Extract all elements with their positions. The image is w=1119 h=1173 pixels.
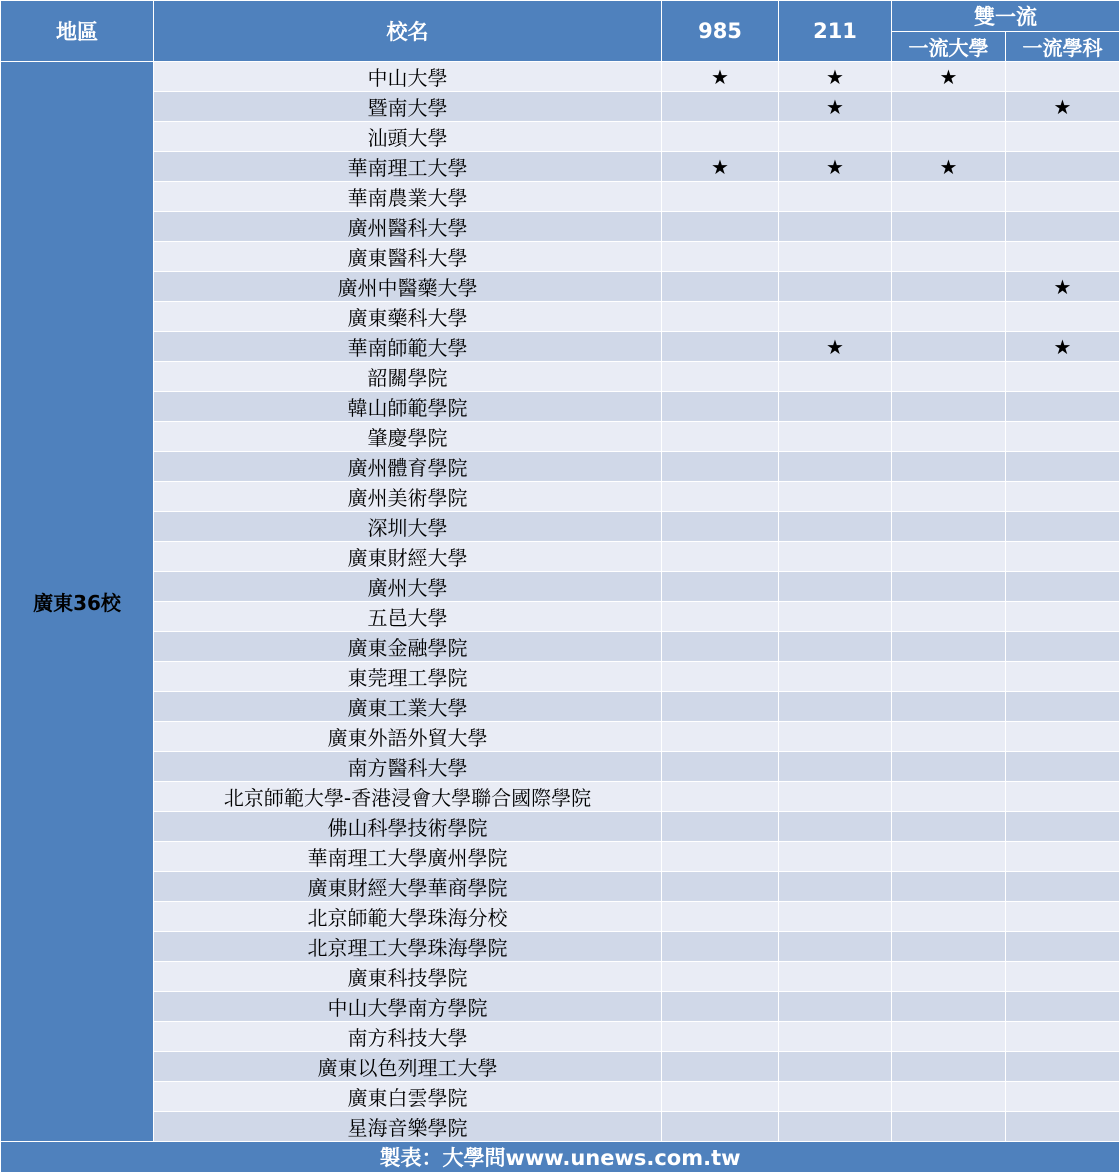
cell-211: ★ <box>779 62 892 92</box>
cell-first-class-subject <box>1006 722 1119 752</box>
cell-first-class-subject <box>1006 692 1119 722</box>
cell-first-class-university <box>892 362 1006 392</box>
school-name-cell: 華南師範大學 <box>154 332 662 362</box>
cell-first-class-subject: ★ <box>1006 92 1119 122</box>
cell-first-class-subject <box>1006 1022 1119 1052</box>
school-name-cell: 廣州中醫藥大學 <box>154 272 662 302</box>
table-row <box>1 362 1119 392</box>
table-row <box>1 542 1119 572</box>
school-name-cell: 廣東藥科大學 <box>154 302 662 332</box>
school-name-cell: 暨南大學 <box>154 92 662 122</box>
cell-211 <box>779 1022 892 1052</box>
cell-first-class-subject <box>1006 242 1119 272</box>
cell-985 <box>662 272 779 302</box>
header-school-name: 校名 <box>154 1 662 62</box>
school-name-cell: 肇慶學院 <box>154 422 662 452</box>
cell-first-class-university <box>892 1022 1006 1052</box>
school-name-cell: 廣東以色列理工大學 <box>154 1052 662 1082</box>
cell-211 <box>779 482 892 512</box>
cell-985: ★ <box>662 152 779 182</box>
table-row <box>1 122 1119 152</box>
cell-first-class-university: ★ <box>892 62 1006 92</box>
school-name-cell: 廣東金融學院 <box>154 632 662 662</box>
school-name-cell: 韶關學院 <box>154 362 662 392</box>
cell-985 <box>662 122 779 152</box>
cell-211 <box>779 212 892 242</box>
school-name-cell: 北京理工大學珠海學院 <box>154 932 662 962</box>
header-first-class-university: 一流大學 <box>892 32 1006 62</box>
school-name-cell: 廣州體育學院 <box>154 452 662 482</box>
cell-211 <box>779 182 892 212</box>
table-row <box>1 1082 1119 1112</box>
header-double-first-class: 雙一流 <box>892 1 1119 32</box>
cell-211 <box>779 692 892 722</box>
cell-211 <box>779 842 892 872</box>
cell-first-class-subject <box>1006 542 1119 572</box>
cell-985 <box>662 212 779 242</box>
cell-first-class-university <box>892 1082 1006 1112</box>
cell-211 <box>779 992 892 1022</box>
cell-first-class-university <box>892 332 1006 362</box>
cell-211 <box>779 572 892 602</box>
cell-211 <box>779 722 892 752</box>
school-name-cell: 廣州美術學院 <box>154 482 662 512</box>
cell-985 <box>662 662 779 692</box>
cell-first-class-subject <box>1006 182 1119 212</box>
cell-first-class-university <box>892 632 1006 662</box>
cell-first-class-university <box>892 752 1006 782</box>
cell-985 <box>662 872 779 902</box>
table-row <box>1 302 1119 332</box>
cell-first-class-university <box>892 572 1006 602</box>
cell-985 <box>662 542 779 572</box>
cell-985 <box>662 302 779 332</box>
region-cell: 廣東36校 <box>1 62 154 1142</box>
cell-first-class-subject <box>1006 782 1119 812</box>
cell-first-class-subject <box>1006 482 1119 512</box>
cell-first-class-university <box>892 1112 1006 1142</box>
table-row <box>1 572 1119 602</box>
cell-985 <box>662 902 779 932</box>
cell-985 <box>662 422 779 452</box>
cell-211 <box>779 392 892 422</box>
cell-first-class-university <box>892 872 1006 902</box>
cell-211 <box>779 812 892 842</box>
cell-985 <box>662 1112 779 1142</box>
cell-first-class-subject <box>1006 962 1119 992</box>
cell-211: ★ <box>779 152 892 182</box>
cell-first-class-subject <box>1006 422 1119 452</box>
cell-first-class-subject: ★ <box>1006 332 1119 362</box>
table-row <box>1 842 1119 872</box>
cell-first-class-university <box>892 812 1006 842</box>
cell-211 <box>779 902 892 932</box>
cell-first-class-university <box>892 902 1006 932</box>
table-row <box>1 1112 1119 1142</box>
cell-211 <box>779 962 892 992</box>
cell-first-class-subject <box>1006 752 1119 782</box>
school-name-cell: 廣東財經大學 <box>154 542 662 572</box>
cell-first-class-university <box>892 1052 1006 1082</box>
table-row <box>1 752 1119 782</box>
cell-first-class-subject <box>1006 362 1119 392</box>
cell-first-class-university <box>892 842 1006 872</box>
table-row <box>1 602 1119 632</box>
cell-985 <box>662 482 779 512</box>
table-row <box>1 722 1119 752</box>
cell-985 <box>662 602 779 632</box>
table-row <box>1 902 1119 932</box>
cell-985 <box>662 452 779 482</box>
table-row <box>1 452 1119 482</box>
cell-first-class-university <box>892 302 1006 332</box>
cell-211 <box>779 782 892 812</box>
cell-first-class-university <box>892 782 1006 812</box>
cell-first-class-subject <box>1006 872 1119 902</box>
cell-211 <box>779 752 892 782</box>
school-name-cell: 深圳大學 <box>154 512 662 542</box>
cell-first-class-subject <box>1006 902 1119 932</box>
cell-first-class-subject <box>1006 932 1119 962</box>
cell-211 <box>779 302 892 332</box>
cell-985 <box>662 752 779 782</box>
cell-first-class-subject <box>1006 1082 1119 1112</box>
cell-211: ★ <box>779 92 892 122</box>
cell-211: ★ <box>779 332 892 362</box>
cell-first-class-university <box>892 662 1006 692</box>
cell-985 <box>662 632 779 662</box>
cell-first-class-university <box>892 962 1006 992</box>
school-name-cell: 佛山科學技術學院 <box>154 812 662 842</box>
cell-first-class-subject <box>1006 1112 1119 1142</box>
table-row <box>1 182 1119 212</box>
header-211: 211 <box>779 1 892 62</box>
school-name-cell: 北京師範大學-香港浸會大學聯合國際學院 <box>154 782 662 812</box>
table-row <box>1 242 1119 272</box>
cell-first-class-university <box>892 212 1006 242</box>
cell-first-class-university <box>892 392 1006 422</box>
table-row <box>1 932 1119 962</box>
cell-first-class-subject: ★ <box>1006 272 1119 302</box>
cell-985 <box>662 92 779 122</box>
school-name-cell: 廣東財經大學華商學院 <box>154 872 662 902</box>
cell-first-class-university <box>892 452 1006 482</box>
cell-985 <box>662 782 779 812</box>
cell-first-class-subject <box>1006 812 1119 842</box>
cell-first-class-university <box>892 542 1006 572</box>
cell-211 <box>779 362 892 392</box>
school-name-cell: 廣州醫科大學 <box>154 212 662 242</box>
cell-first-class-subject <box>1006 122 1119 152</box>
cell-211 <box>779 242 892 272</box>
table-row <box>1 692 1119 722</box>
cell-985 <box>662 182 779 212</box>
cell-first-class-subject <box>1006 512 1119 542</box>
school-name-cell: 韓山師範學院 <box>154 392 662 422</box>
school-name-cell: 東莞理工學院 <box>154 662 662 692</box>
cell-211 <box>779 602 892 632</box>
cell-first-class-subject <box>1006 452 1119 482</box>
cell-first-class-subject <box>1006 152 1119 182</box>
cell-first-class-subject <box>1006 62 1119 92</box>
school-name-cell: 華南理工大學廣州學院 <box>154 842 662 872</box>
cell-985 <box>662 362 779 392</box>
cell-first-class-subject <box>1006 392 1119 422</box>
school-name-cell: 廣東科技學院 <box>154 962 662 992</box>
cell-first-class-university <box>892 182 1006 212</box>
cell-first-class-subject <box>1006 572 1119 602</box>
cell-211 <box>779 512 892 542</box>
header-first-class-subject: 一流學科 <box>1006 32 1119 62</box>
table-body <box>1 62 1119 1142</box>
cell-first-class-university <box>892 722 1006 752</box>
table-row <box>1 782 1119 812</box>
school-name-cell: 廣東外語外貿大學 <box>154 722 662 752</box>
cell-first-class-subject <box>1006 212 1119 242</box>
school-name-cell: 廣東醫科大學 <box>154 242 662 272</box>
cell-985 <box>662 692 779 722</box>
cell-211 <box>779 1082 892 1112</box>
school-name-cell: 廣州大學 <box>154 572 662 602</box>
school-name-cell: 廣東白雲學院 <box>154 1082 662 1112</box>
cell-first-class-university <box>892 122 1006 152</box>
cell-first-class-university: ★ <box>892 152 1006 182</box>
school-name-cell: 廣東工業大學 <box>154 692 662 722</box>
cell-985 <box>662 962 779 992</box>
cell-985 <box>662 1052 779 1082</box>
table-row <box>1 152 1119 182</box>
cell-211 <box>779 1112 892 1142</box>
cell-211 <box>779 122 892 152</box>
cell-first-class-university <box>892 272 1006 302</box>
cell-211 <box>779 872 892 902</box>
table-row <box>1 422 1119 452</box>
cell-985 <box>662 812 779 842</box>
table-footer-credit: 製表：大學問www.unews.com.tw <box>1 1142 1119 1173</box>
cell-985 <box>662 722 779 752</box>
cell-985 <box>662 1082 779 1112</box>
cell-first-class-university <box>892 422 1006 452</box>
table-row <box>1 392 1119 422</box>
table-row <box>1 632 1119 662</box>
cell-first-class-subject <box>1006 992 1119 1022</box>
cell-211 <box>779 662 892 692</box>
cell-985 <box>662 932 779 962</box>
cell-first-class-university <box>892 932 1006 962</box>
cell-211 <box>779 932 892 962</box>
school-name-cell: 南方醫科大學 <box>154 752 662 782</box>
cell-985 <box>662 332 779 362</box>
cell-first-class-subject <box>1006 662 1119 692</box>
cell-first-class-university <box>892 512 1006 542</box>
cell-985 <box>662 992 779 1022</box>
cell-first-class-university <box>892 92 1006 122</box>
header-985: 985 <box>662 1 779 62</box>
school-name-cell: 五邑大學 <box>154 602 662 632</box>
school-name-cell: 華南理工大學 <box>154 152 662 182</box>
table-row <box>1 812 1119 842</box>
cell-first-class-subject <box>1006 1052 1119 1082</box>
table-row <box>1 872 1119 902</box>
cell-first-class-subject <box>1006 602 1119 632</box>
cell-985 <box>662 572 779 602</box>
school-name-cell: 中山大學南方學院 <box>154 992 662 1022</box>
school-name-cell: 中山大學 <box>154 62 662 92</box>
table-row <box>1 62 1119 92</box>
table-row <box>1 962 1119 992</box>
school-name-cell: 南方科技大學 <box>154 1022 662 1052</box>
cell-first-class-subject <box>1006 632 1119 662</box>
cell-211 <box>779 632 892 662</box>
table-row <box>1 212 1119 242</box>
cell-211 <box>779 1052 892 1082</box>
cell-211 <box>779 542 892 572</box>
cell-211 <box>779 422 892 452</box>
table-row <box>1 1022 1119 1052</box>
cell-985 <box>662 392 779 422</box>
table-row <box>1 662 1119 692</box>
table-row <box>1 992 1119 1022</box>
table-row <box>1 482 1119 512</box>
cell-first-class-university <box>892 602 1006 632</box>
cell-985 <box>662 512 779 542</box>
school-name-cell: 星海音樂學院 <box>154 1112 662 1142</box>
cell-985: ★ <box>662 62 779 92</box>
cell-first-class-university <box>892 482 1006 512</box>
table-row <box>1 92 1119 122</box>
table-row <box>1 332 1119 362</box>
cell-985 <box>662 842 779 872</box>
school-name-cell: 北京師範大學珠海分校 <box>154 902 662 932</box>
cell-first-class-university <box>892 242 1006 272</box>
cell-211 <box>779 452 892 482</box>
header-region: 地區 <box>1 1 154 62</box>
cell-first-class-university <box>892 692 1006 722</box>
cell-985 <box>662 1022 779 1052</box>
cell-first-class-subject <box>1006 842 1119 872</box>
table-row <box>1 512 1119 542</box>
cell-211 <box>779 272 892 302</box>
cell-first-class-university <box>892 992 1006 1022</box>
table-row <box>1 272 1119 302</box>
cell-985 <box>662 242 779 272</box>
school-name-cell: 華南農業大學 <box>154 182 662 212</box>
table-row <box>1 1052 1119 1082</box>
school-name-cell: 汕頭大學 <box>154 122 662 152</box>
cell-first-class-subject <box>1006 302 1119 332</box>
